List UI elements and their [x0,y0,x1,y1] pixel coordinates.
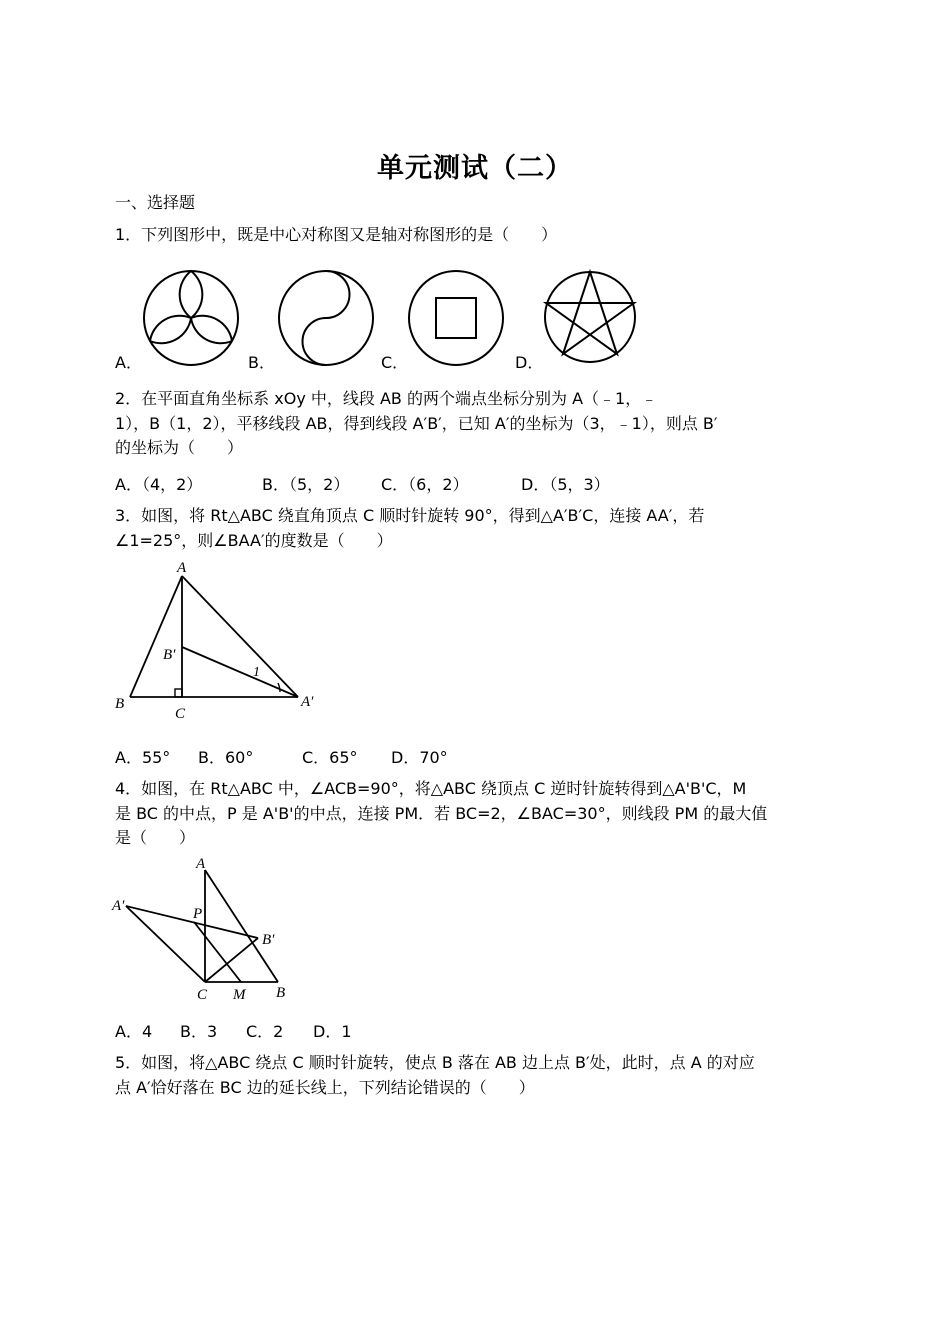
q3-label-a: A [177,560,187,576]
q4-stem-line-2: 是 BC 的中点，P 是 A'B'的中点，连接 PM．若 BC=2，∠BAC=30°，则线段 PM 的最大值 [115,803,768,823]
q3-stem [115,504,837,553]
q4-seg-cb2 [205,938,258,982]
section-heading: 一、选择题 [115,193,196,212]
q3-label-b: B [115,696,125,712]
q3-seg-ab [130,576,182,697]
q3-label-b-prime: B′ [163,647,176,663]
q4-label-m: M [233,987,246,1003]
q1-figure-a [144,271,238,365]
q5-stem-line-2: 点 A′恰好落在 BC 边的延长线上，下列结论错误的（ ） [115,1077,535,1097]
q1-option-b[interactable]: B． [248,353,275,372]
q3-right-angle-mark [175,689,182,697]
q1-stem: 1．下列图形中，既是中心对称图又是轴对称图形的是（ ） [115,225,558,244]
page-title: 单元测试（二） [377,153,573,184]
q3-angle-arc [278,683,280,692]
q1-figure-b [279,271,373,365]
q3-seg-aa [182,576,298,697]
q2-option-c[interactable]: C．（6，2） [381,475,469,494]
q4-label-p: P [193,906,203,922]
q3-option-a[interactable]: A．55° [115,748,171,767]
q3-option-d[interactable]: D．70° [391,748,448,767]
q5-stem-line-1: 5．如图，将△ABC 绕点 C 顺时针旋转，使点 B 落在 AB 边上点 B′处，此时，点 A 的对应 [115,1053,755,1072]
q4-label-a-prime: A′ [112,898,125,914]
q4-option-b[interactable]: B．3 [180,1022,218,1041]
q2-stem [115,387,837,461]
q3-label-c: C [175,706,186,722]
q4-figure [108,854,308,1004]
q3-stem-line-2: ∠1=25°，则∠BAA′的度数是（ ） [115,530,393,550]
q2-stem-line-1: 2．在平面直角坐标系 xOy 中，线段 AB 的两个端点坐标分别为 A（﹣1，﹣ [115,389,658,408]
q4-stem-line-1: 4．如图，在 Rt△ABC 中，∠ACB=90°，将△ABC 绕顶点 C 逆时针旋转得到△A'B'C，M [115,779,747,798]
q4-label-b: B [276,985,286,1001]
q4-stem-line-3: 是（ ） [115,828,196,847]
q3-option-c[interactable]: C．65° [302,748,358,767]
q2-option-a[interactable]: A．（4，2） [115,475,203,494]
q4-stem [115,777,837,851]
q4-option-d[interactable]: D．1 [313,1022,352,1041]
q2-stem-line-2: 1），B（1，2），平移线段 AB，得到线段 A′B′，已知 A′的坐标为（3，﹣1），则点 B′ [115,413,718,433]
q3-stem-line-1: 3．如图，将 Rt△ABC 绕直角顶点 C 顺时针旋转 90°，得到△A′B′C，连接 AA′，若 [115,506,705,525]
q4-option-c[interactable]: C．2 [246,1022,284,1041]
q1-figure-d [545,272,635,362]
q2-stem-line-3: 的坐标为（ ） [115,438,244,457]
q1-figure-c [409,271,503,365]
q3-label-angle-1: 1 [253,665,260,680]
q1-option-a[interactable]: A． [115,353,142,372]
q5-stem [115,1051,837,1100]
q3-label-a-prime: A′ [301,694,314,710]
q1-option-d[interactable]: D． [515,353,544,372]
q4-option-a[interactable]: A．4 [115,1022,153,1041]
q4-label-b-prime: B′ [262,932,275,948]
q4-label-c: C [197,987,208,1003]
q2-option-b[interactable]: B．（5，2） [262,475,350,494]
q1-option-c[interactable]: C． [381,353,409,372]
q3-seg-ba2 [182,647,298,697]
q2-option-d[interactable]: D．（5，3） [521,475,610,494]
q3-figure [108,556,338,726]
q4-seg-pm [194,922,241,982]
q3-option-b[interactable]: B．60° [198,748,254,767]
q4-label-a: A [196,856,206,872]
q4-seg-ab [205,870,278,982]
